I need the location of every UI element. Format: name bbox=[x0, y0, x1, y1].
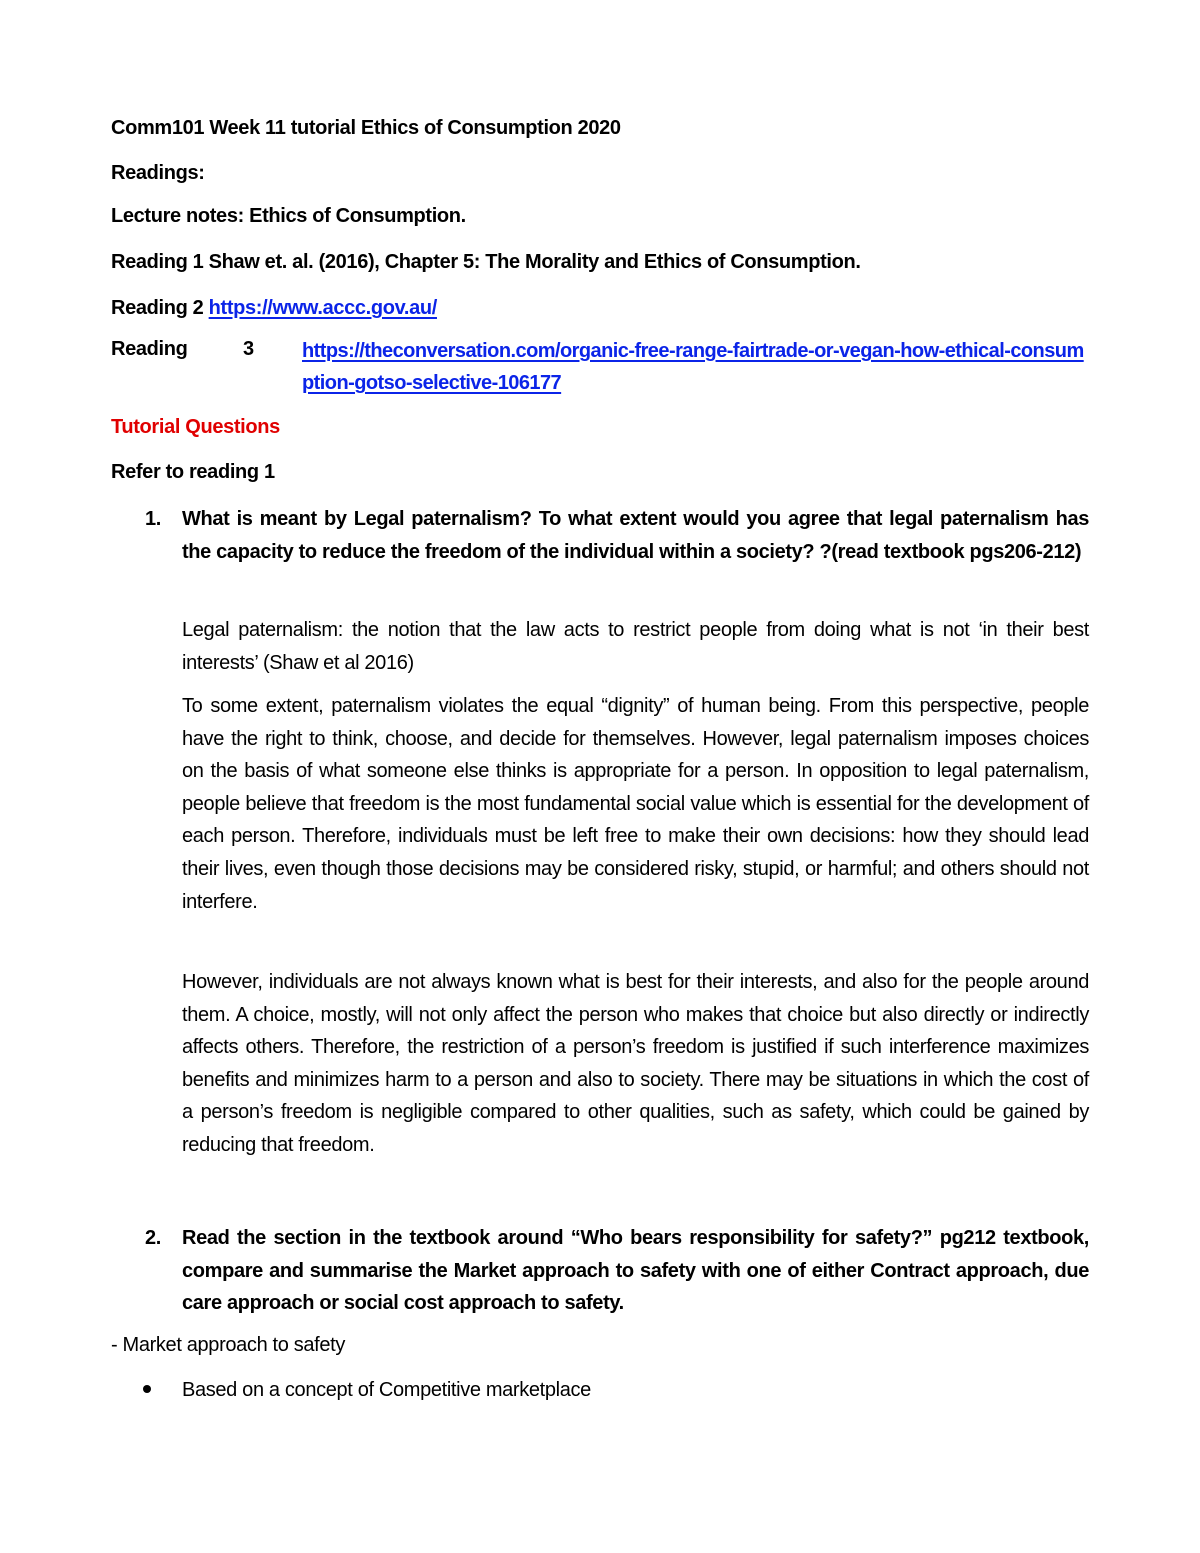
reading-2-link[interactable]: https://www.accc.gov.au/ bbox=[208, 297, 437, 319]
document-page bbox=[111, 0, 1089, 1553]
list-item: Based on a concept of Competitive marketplace bbox=[182, 1379, 591, 1401]
tutorial-questions-heading: Tutorial Questions bbox=[111, 416, 280, 438]
question-1-answer-paragraph: However, individuals are not always known what is best for their interests, and also for the people around them. A choice, mostly, will not only affect the person who makes that choice but also directly or indirectly affects others. Therefore, the restriction of a person’s freedom is justified if such interference maximizes benefits and minimizes harm to a person and also to society. There may be situations in which the cost of a person’s freedom is negligible compared to other qualities, such as safety, which could be gained by reducing that freedom. bbox=[182, 971, 1089, 1156]
question-2-number: 2. bbox=[145, 1227, 161, 1249]
readings-heading: Readings: bbox=[111, 162, 205, 184]
question-1-answer-paragraph: To some extent, paternalism violates the equal “dignity” of human being. From this perspective, people have the right to think, choose, and decide for themselves. However, legal paternalism imposes choices on the basis of what someone else thinks is appropriate for a person. In opposition to legal paternalism, people believe that freedom is the most fundamental social value which is essential for the development of each person. Therefore, individuals must be left free to make their own decisions: how they should lead their lives, even though those decisions may be considered risky, stupid, or harmful; and others should not interfere. bbox=[182, 695, 1089, 913]
reading-3-link[interactable]: https://theconversation.com/organic-free-range-fairtrade-or-vegan-how-ethical-consumption-gotso-selective-106177 bbox=[302, 340, 1084, 394]
question-2-text: Read the section in the textbook around “Who bears responsibility for safety?” pg212 textbook, compare and summarise the Market approach to safety with one of either Contract approach, due care approach or social cost approach to safety. bbox=[182, 1227, 1089, 1315]
reading-3-label: Reading bbox=[111, 338, 188, 360]
reading-1: Reading 1 Shaw et. al. (2016), Chapter 5: The Morality and Ethics of Consumption. bbox=[111, 251, 861, 273]
reading-2-label: Reading 2 bbox=[111, 297, 204, 319]
question-1-text: What is meant by Legal paternalism? To what extent would you agree that legal paternalism has the capacity to reduce the freedom of the individual within a society? ?(read textbook pgs206-212) bbox=[182, 508, 1089, 563]
document-title: Comm101 Week 11 tutorial Ethics of Consumption 2020 bbox=[111, 117, 621, 139]
reading-2 bbox=[111, 294, 437, 322]
bullet-icon bbox=[143, 1385, 151, 1393]
question-1-number: 1. bbox=[145, 508, 161, 530]
lecture-notes: Lecture notes: Ethics of Consumption. bbox=[111, 205, 466, 227]
reading-3 bbox=[302, 335, 1089, 399]
refer-to-reading: Refer to reading 1 bbox=[111, 461, 275, 483]
reading-3-number: 3 bbox=[243, 338, 254, 360]
question-1-answer-definition: Legal paternalism: the notion that the law acts to restrict people from doing what is not ‘in their best interests’ (Shaw et al 2016) bbox=[182, 619, 1089, 674]
market-approach-heading: - Market approach to safety bbox=[111, 1334, 345, 1356]
